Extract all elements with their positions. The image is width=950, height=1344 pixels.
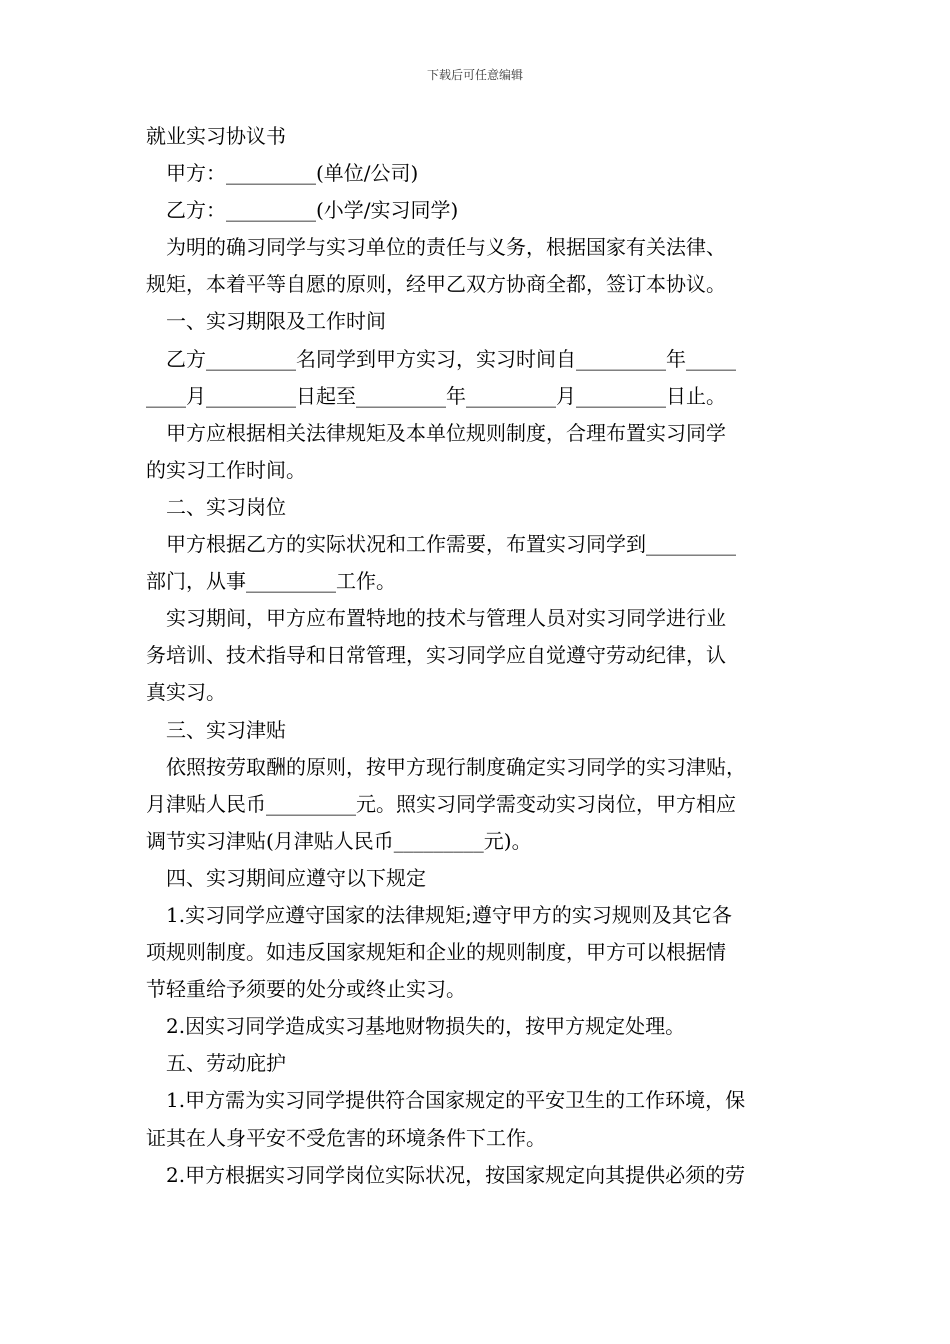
document-line: 1.甲方需为实习同学提供符合国家规定的平安卫生的工作环境，保 (166, 1088, 746, 1113)
document-line: 实习期间，甲方应布置特地的技术与管理人员对实习同学进行业 (166, 606, 726, 631)
document-line: 一、实习期限及工作时间 (166, 309, 386, 334)
document-line: 三、实习津贴 (166, 717, 286, 742)
document-lines (146, 155, 810, 1194)
document-line: 乙方：_________(小学/实习同学) (166, 198, 459, 223)
document-line: 甲方应根据相关法律规矩及本单位规则制度，合理布置实习同学 (166, 420, 726, 445)
document-line: 部门，从事_________工作。 (146, 569, 396, 594)
document-line: 调节实习津贴(月津贴人民币_________元)。 (146, 828, 532, 853)
document-line: 2.甲方根据实习同学岗位实际状况，按国家规定向其提供必须的劳 (166, 1162, 746, 1187)
document-line: 1.实习同学应遵守国家的法律规矩;遵守甲方的实习规则及其它各 (166, 902, 732, 927)
document-line: 乙方_________名同学到甲方实习，实习时间自_________年_____ (166, 346, 736, 371)
document-line: 证其在人身平安不受危害的环境条件下工作。 (146, 1125, 546, 1150)
document-line: ____月_________日起至_________年_________月_________日止。 (146, 383, 726, 408)
document-line: 规矩，本着平等自愿的原则，经甲乙双方协商全都，签订本协议。 (146, 272, 726, 297)
document-body (146, 118, 810, 1194)
document-line: 甲方：_________(单位/公司) (166, 161, 419, 186)
document-line: 甲方根据乙方的实际状况和工作需要，布置实习同学到_________ (166, 532, 736, 557)
document-line: 为明的确习同学与实习单位的责任与义务，根据国家有关法律、 (166, 235, 726, 260)
document-line: 五、劳动庇护 (166, 1051, 286, 1076)
document-line: 二、实习岗位 (166, 494, 286, 519)
document-line: 真实习。 (146, 680, 226, 705)
document-line: 四、实习期间应遵守以下规定 (166, 865, 426, 890)
document-line: 2.因实习同学造成实习基地财物损失的，按甲方规定处理。 (166, 1014, 686, 1039)
page-header: 下载后可任意编辑 (426, 68, 523, 82)
document-line: 的实习工作时间。 (146, 457, 306, 482)
document-line: 依照按劳取酬的原则，按甲方现行制度确定实习同学的实习津贴， (166, 754, 746, 779)
document-line: 月津贴人民币_________元。照实习同学需变动实习岗位，甲方相应 (146, 791, 736, 816)
document-line: 项规则制度。如违反国家规矩和企业的规则制度，甲方可以根据情 (146, 940, 726, 965)
document-title: 就业实习协议书 (146, 124, 286, 148)
document-line: 节轻重给予须要的处分或终止实习。 (146, 977, 466, 1002)
document-line: 务培训、技术指导和日常管理，实习同学应自觉遵守劳动纪律，认 (146, 643, 726, 668)
